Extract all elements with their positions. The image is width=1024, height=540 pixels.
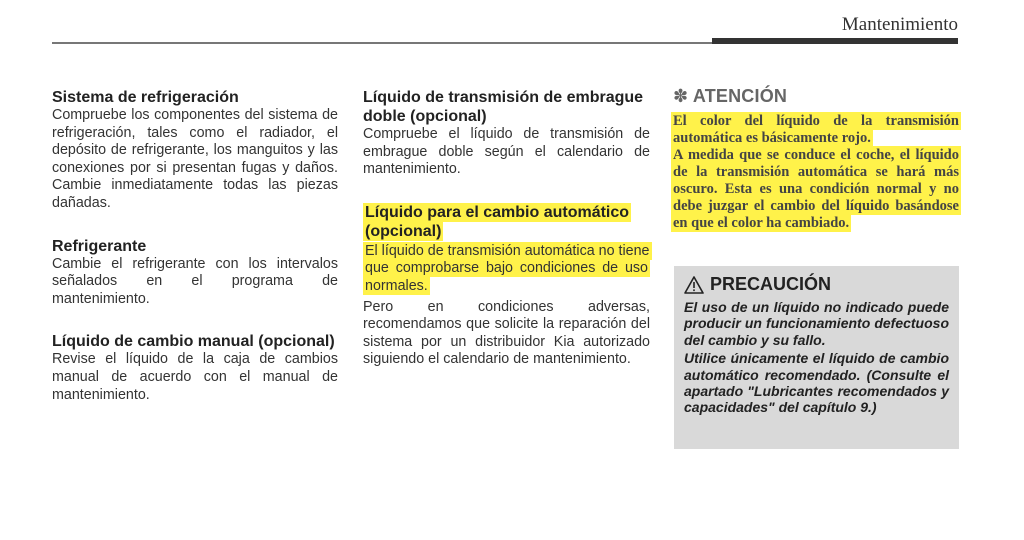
column-left xyxy=(52,88,338,428)
section-body: Compruebe los componentes del sistema de refrigeración, tales como el radiador, el depósito de refrigerante, los manguitos y las conexiones por si presentan fugas y daños. Cambie inmediatamente todas las piezas dañadas. xyxy=(52,107,338,211)
caution-text-1: El uso de un líquido no indicado puede producir un funcionamiento defectuoso del cambio y su fallo. xyxy=(684,299,949,348)
section-heading: Líquido de cambio manual (opcional) xyxy=(52,333,335,351)
section-dual-clutch-fluid xyxy=(363,88,650,179)
section-body: Cambie el refrigerante con los intervalos señalados en el programa de mantenimiento. xyxy=(52,255,338,307)
attention-label: ATENCIÓN xyxy=(692,86,788,106)
section-body: Pero en condiciones adversas, recomendamos que solicite la reparación del sistema por un distribuidor Kia autorizado siguiendo el calendario de mantenimiento. xyxy=(363,298,650,368)
asterisk-icon: ✽ xyxy=(673,86,689,106)
section-heading: Refrigerante xyxy=(52,237,147,255)
section-heading: Líquido de transmisión de embrague doble (opcional) xyxy=(363,89,644,125)
section-heading xyxy=(363,203,650,241)
page-header-title: Mantenimiento xyxy=(841,14,958,35)
warning-triangle-icon xyxy=(684,276,704,294)
highlighted-text: El líquido de transmisión automática no tiene que comprobarse bajo condiciones de uso normales. xyxy=(365,242,650,294)
attention-body xyxy=(671,113,961,232)
highlighted-heading: Líquido para el cambio automático (opcional) xyxy=(365,203,630,240)
caution-box xyxy=(674,266,959,449)
section-cooling-system xyxy=(52,88,338,213)
column-right xyxy=(671,86,961,232)
attention-text-1: El color del líquido de la transmisión automática es básicamente rojo. xyxy=(673,113,959,146)
section-body-highlighted xyxy=(363,243,650,296)
section-automatic-transmission-fluid xyxy=(363,203,650,369)
caution-text-2: Utilice únicamente el líquido de cambio automático recomendado. (Consulte el apartado "Lubricantes recomendados y capacidades" del capítulo 9.) xyxy=(684,350,949,416)
section-coolant xyxy=(52,237,338,309)
header-rule-accent xyxy=(712,38,958,44)
section-body: Revise el líquido de la caja de cambios manual de acuerdo con el manual de mantenimiento. xyxy=(52,351,338,403)
section-manual-transmission-fluid xyxy=(52,332,338,404)
caution-label: PRECAUCIÓN xyxy=(710,274,832,294)
caution-title xyxy=(684,274,949,295)
attention-title xyxy=(673,86,961,107)
section-body: Compruebe el líquido de transmisión de embrague doble según el calendario de mantenimiento. xyxy=(363,126,650,178)
attention-text-2: A medida que se conduce el coche, el líquido de la transmisión automática se hará más oscuro. Esta es una condición normal y no debe juzgar el cambio del líquido basándose en que el color ha cambiado. xyxy=(673,147,959,231)
column-middle xyxy=(363,88,650,393)
section-heading: Sistema de refrigeración xyxy=(52,89,239,106)
